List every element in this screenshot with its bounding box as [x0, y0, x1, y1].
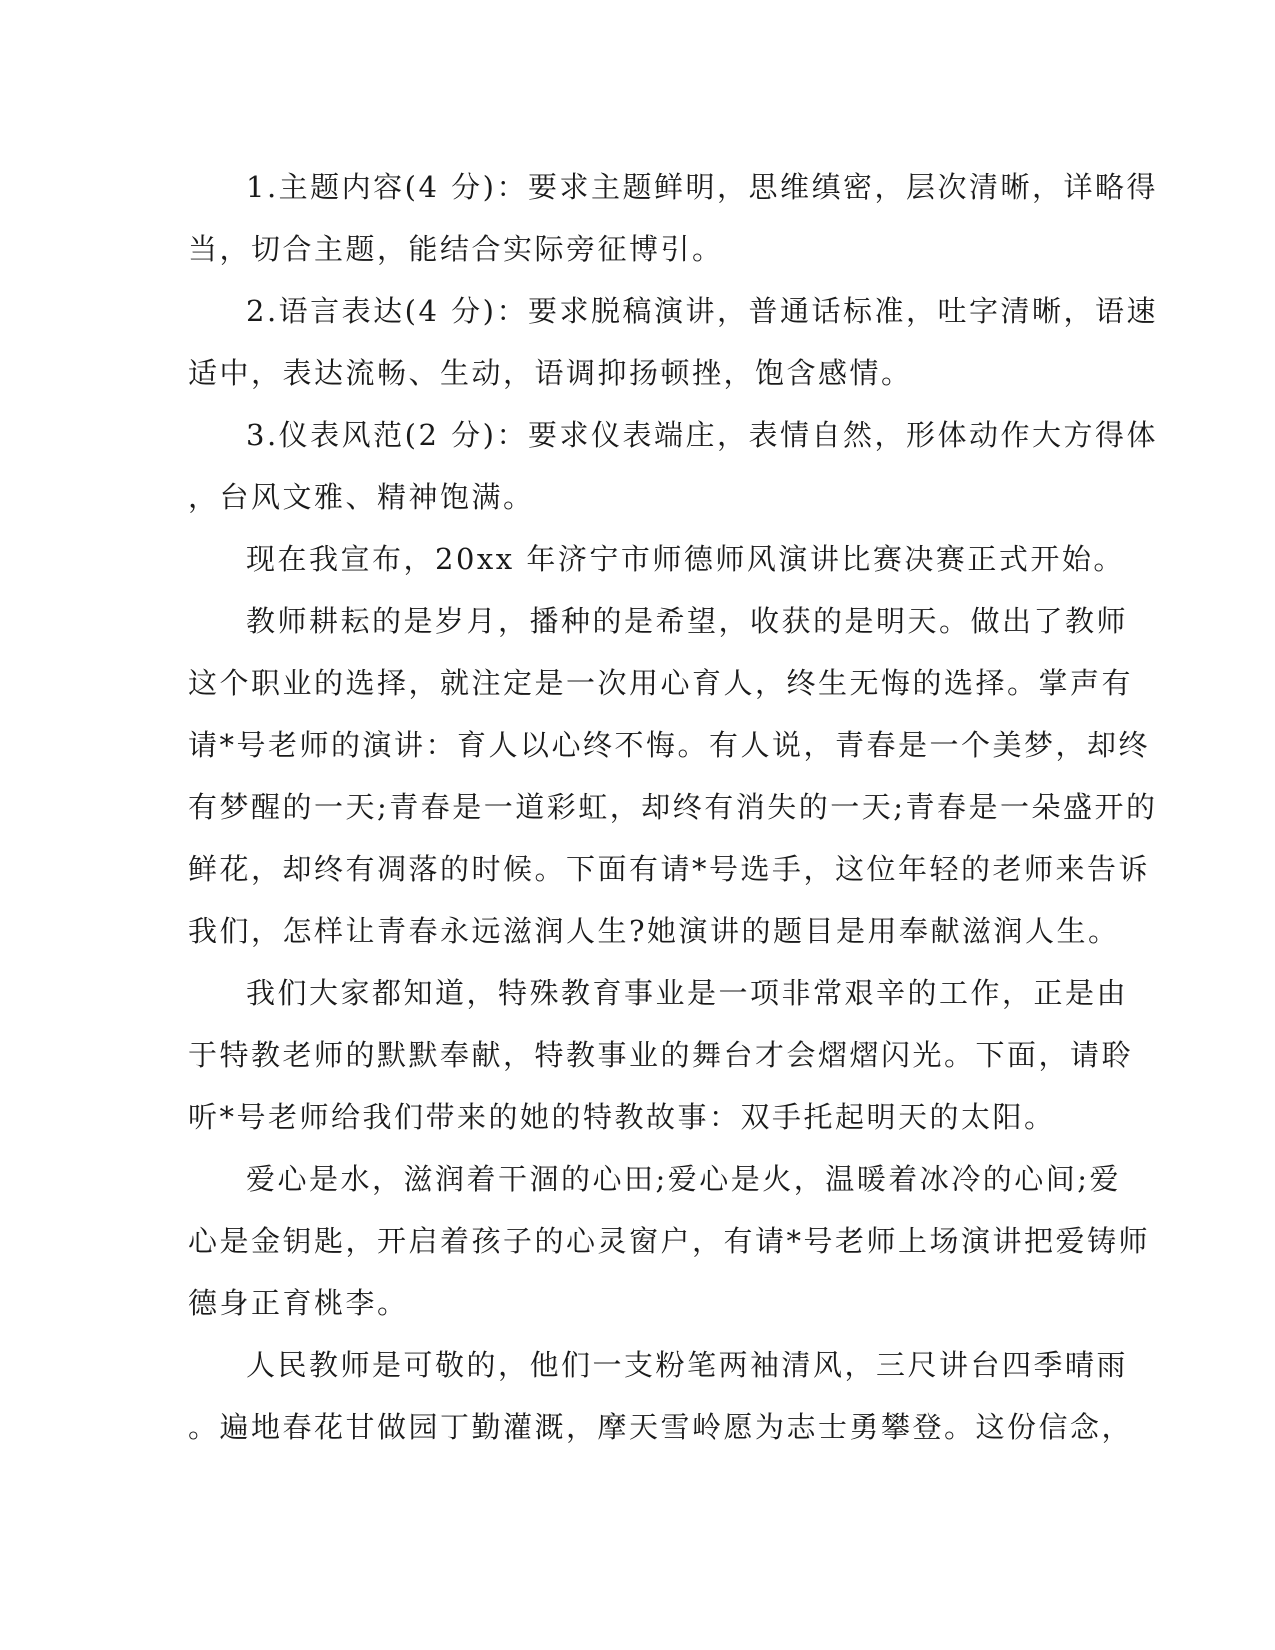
text-line: ，台风文雅、精神饱满。 — [188, 480, 535, 514]
text-line: 我们，怎样让青春永远滋润人生?她演讲的题目是用奉献滋润人生。 — [188, 914, 1120, 948]
text-line: 1.主题内容(4 分)：要求主题鲜明，思维缜密，层次清晰，详略得 — [246, 170, 1158, 204]
text-line: 这个职业的选择，就注定是一次用心育人，终生无悔的选择。掌声有 — [188, 666, 1134, 700]
text-line: 鲜花，却终有凋落的时候。下面有请*号选手，这位年轻的老师来告诉 — [188, 852, 1151, 886]
text-line: 人民教师是可敬的，他们一支粉笔两袖清风，三尺讲台四季晴雨 — [246, 1348, 1129, 1382]
text-line: 当，切合主题，能结合实际旁征博引。 — [188, 232, 724, 266]
text-line: 。遍地春花甘做园丁勤灌溉，摩天雪岭愿为志士勇攀登。这份信念， — [188, 1410, 1134, 1444]
text-line: 德身正育桃李。 — [188, 1286, 409, 1320]
text-line: 2.语言表达(4 分)：要求脱稿演讲，普通话标准，吐字清晰，语速 — [246, 294, 1158, 328]
text-line: 请*号老师的演讲：育人以心终不悔。有人说，青春是一个美梦，却终 — [188, 728, 1151, 762]
text-line: 3.仪表风范(2 分)：要求仪表端庄，表情自然，形体动作大方得体 — [246, 418, 1158, 452]
text-line: 我们大家都知道，特殊教育事业是一项非常艰辛的工作，正是由 — [246, 976, 1129, 1010]
paragraph-announcement — [188, 528, 1125, 590]
paragraph-speaker-intro-1 — [188, 590, 1158, 962]
text-line: 爱心是水，滋润着干涸的心田;爱心是火，温暖着冰冷的心间;爱 — [246, 1162, 1122, 1196]
text-line: 现在我宣布，20xx 年济宁市师德师风演讲比赛决赛正式开始。 — [246, 542, 1125, 576]
text-line: 听*号老师给我们带来的她的特教故事：双手托起明天的太阳。 — [188, 1100, 1056, 1134]
paragraph-speaker-intro-4 — [188, 1334, 1134, 1458]
document-body — [188, 156, 1158, 1458]
paragraph-speaker-intro-2 — [188, 962, 1134, 1148]
text-line: 心是金钥匙，开启着孩子的心灵窗户，有请*号老师上场演讲把爱铸师 — [188, 1224, 1151, 1258]
text-line: 于特教老师的默默奉献，特教事业的舞台才会熠熠闪光。下面，请聆 — [188, 1038, 1134, 1072]
paragraph-theme-content — [188, 156, 1158, 280]
text-line: 教师耕耘的是岁月，播种的是希望，收获的是明天。做出了教师 — [246, 604, 1129, 638]
paragraph-appearance — [188, 404, 1158, 528]
paragraph-language-expression — [188, 280, 1158, 404]
paragraph-speaker-intro-3 — [188, 1148, 1151, 1334]
text-line: 适中，表达流畅、生动，语调抑扬顿挫，饱含感情。 — [188, 356, 913, 390]
text-line: 有梦醒的一天;青春是一道彩虹，却终有消失的一天;青春是一朵盛开的 — [188, 790, 1158, 824]
